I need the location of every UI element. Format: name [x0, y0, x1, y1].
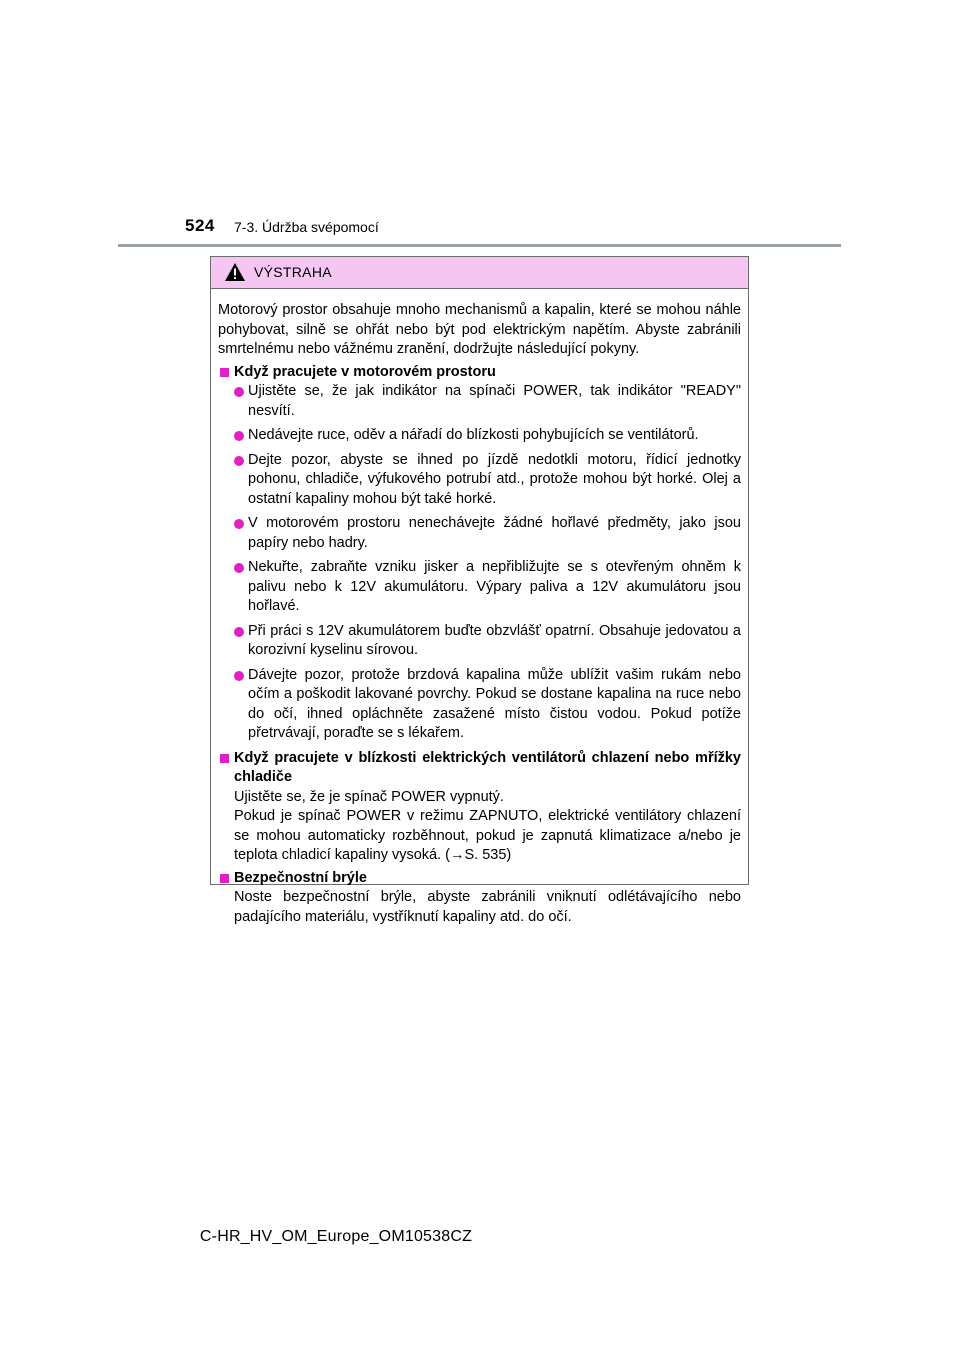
- round-bullet-icon: [234, 563, 244, 573]
- section-text-line: Noste bezpečnostní brýle, abyste zabránili vniknutí odlétávajícího nebo padajícího materiálu, vystříknutí kapaliny atd. do očí.: [234, 889, 741, 925]
- bullet-text: Nedávejte ruce, oděv a nářadí do blízkosti pohybujících se ventilátorů.: [248, 427, 699, 443]
- bullet-text: Dávejte pozor, protože brzdová kapalina může ublížit vašim rukám nebo očím a poškodit lakované povrchy. Pokud se dostane kapalina na ruce nebo do očí, ihned opláchněte zasažené místo čistou vodou. Pokud potíže přetrvávají, poraďte se s lékařem.: [248, 666, 741, 741]
- warning-triangle-icon: [224, 262, 246, 282]
- warning-intro: Motorový prostor obsahuje mnoho mechanismů a kapalin, které se mohou náhle pohybovat, silně se ohřát nebo být pod elektrickým napětím. Abyste zabránili smrtelnému nebo vážnému zranění, dodržujte následující pokyny.: [218, 302, 741, 357]
- round-bullet-icon: [234, 671, 244, 681]
- section-heading-text: Když pracujete v blízkosti elektrických ventilátorů chlazení nebo mřížky chladiče: [234, 749, 741, 785]
- warning-header: [211, 257, 748, 289]
- round-bullet-icon: [234, 456, 244, 466]
- section-text: [218, 888, 741, 927]
- section-title: 7-3. Údržba svépomocí: [234, 219, 379, 235]
- section-heading-text: Když pracujete v motorovém prostoru: [234, 363, 496, 380]
- section-text-line: Pokud je spínač POWER v režimu ZAPNUTO, elektrické ventilátory chlazení se mohou automaticky rozběhnout, pokud je zapnutá klimatizace a/nebo je teplota chladicí kapaliny vysoká. (→S. 535): [234, 808, 741, 863]
- warning-body: [211, 289, 748, 927]
- section-heading-text: Bezpečnostní brýle: [234, 869, 367, 886]
- bullet-text: Dejte pozor, abyste se ihned po jízdě nedotkli motoru, řídicí jednotky pohonu, chladiče, výfukového potrubí atd., protože mohou být horké. Olej a ostatní kapaliny mohou být také horké.: [248, 451, 741, 507]
- square-bullet-icon: [220, 754, 229, 763]
- bullet-item: [218, 426, 741, 446]
- round-bullet-icon: [234, 431, 244, 441]
- document-id: C-HR_HV_OM_Europe_OM10538CZ: [199, 1228, 473, 1245]
- bullet-text: V motorovém prostoru nenechávejte žádné hořlavé předměty, jako jsou papíry nebo hadry.: [248, 515, 741, 551]
- square-bullet-icon: [220, 368, 229, 377]
- bullet-item: [218, 666, 741, 744]
- section-heading: [218, 363, 741, 383]
- round-bullet-icon: [234, 387, 244, 397]
- section-heading: [218, 749, 741, 788]
- round-bullet-icon: [234, 519, 244, 529]
- bullet-item: [218, 451, 741, 510]
- bullet-text: Ujistěte se, že jak indikátor na spínači POWER, tak indikátor "READY" nesvítí.: [248, 383, 741, 419]
- bullet-item: [218, 382, 741, 421]
- page-number: 524: [185, 216, 215, 235]
- square-bullet-icon: [220, 874, 229, 883]
- bullet-item: [218, 622, 741, 661]
- bullet-item: [218, 514, 741, 553]
- round-bullet-icon: [234, 627, 244, 637]
- bullet-text: Nekuřte, zabraňte vzniku jisker a nepřibližujte se s otevřeným ohněm k palivu nebo k 12V akumulátoru. Výpary paliva a 12V akumulátoru jsou hořlavé.: [248, 559, 741, 614]
- section-text-line: Ujistěte se, že je spínač POWER vypnutý.: [234, 788, 504, 805]
- bullet-item: [218, 558, 741, 617]
- warning-title: VÝSTRAHA: [254, 264, 332, 280]
- header-rule: [118, 244, 841, 247]
- warning-box: [210, 256, 749, 925]
- section-text: [218, 788, 741, 866]
- bullet-text: Při práci s 12V akumulátorem buďte obzvlášť opatrní. Obsahuje jedovatou a korozivní kyselinu sírovou.: [248, 622, 741, 658]
- section-heading: [218, 869, 741, 889]
